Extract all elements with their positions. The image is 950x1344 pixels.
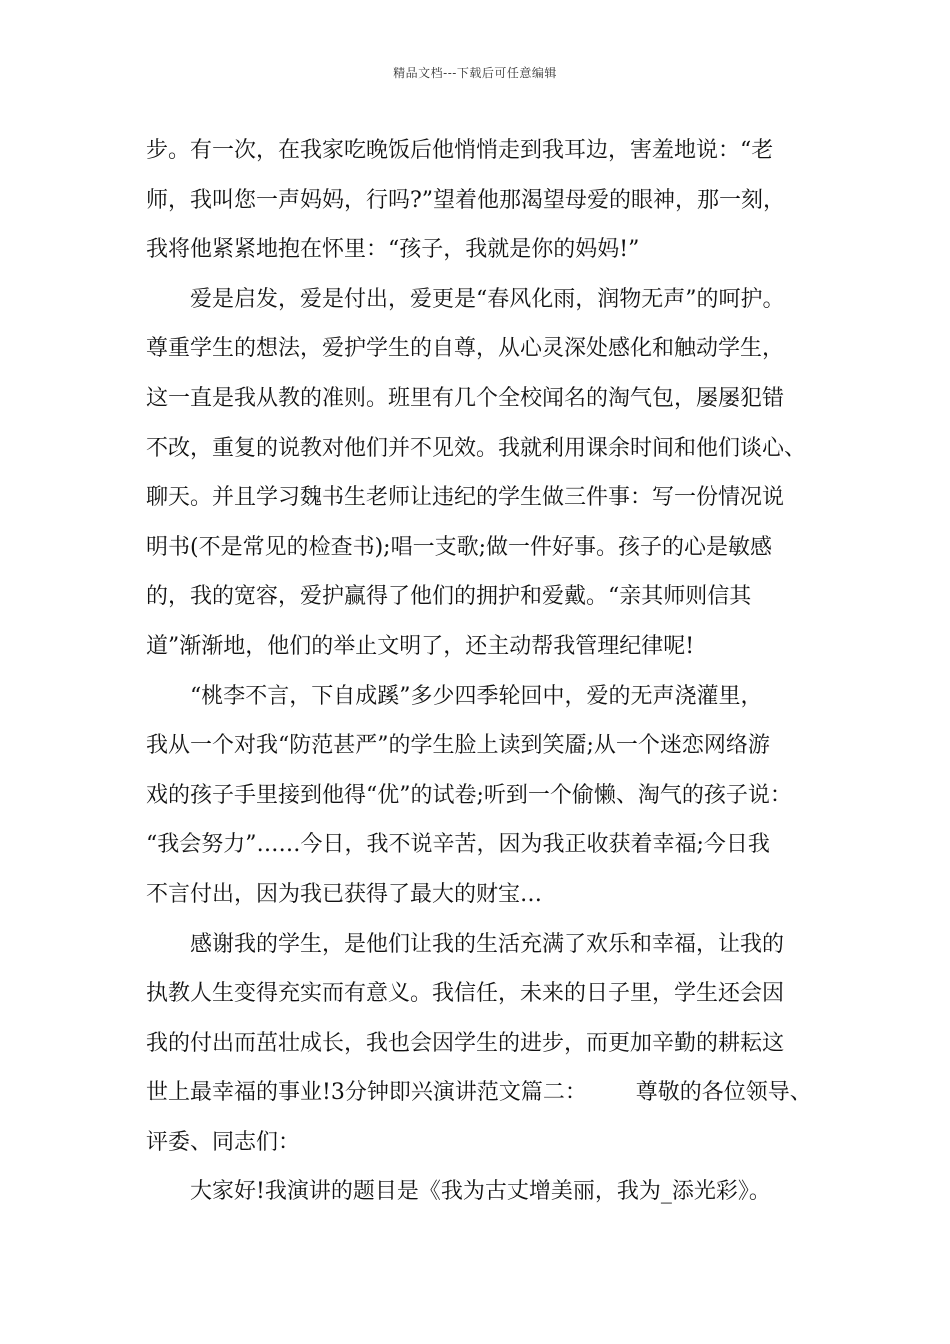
text-line: 评委、同志们： [146, 1129, 301, 1155]
text-line: 尊重学生的想法，爱护学生的自尊，从心灵深处感化和触动学生， [146, 336, 785, 362]
text-line: 感谢我的学生，是他们让我的生活充满了欢乐和幸福，让我的 [190, 931, 785, 957]
text-line: 执教人生变得充实而有意义。我信任，未来的日子里，学生还会因 [146, 981, 785, 1007]
document-body [146, 126, 826, 1217]
paragraph-3 [146, 672, 826, 920]
page-header: 精品文档---下载后可任意编辑 [393, 66, 557, 80]
text-line: 的，我的宽容，爱护赢得了他们的拥护和爱戴。“亲其师则信其 [146, 584, 752, 610]
text-line: 师，我叫您一声妈妈，行吗?”望着他那渴望母爱的眼神，那一刻， [146, 187, 786, 213]
text-line: 世上最幸福的事业!3分钟即兴演讲范文篇二： 尊敬的各位领导、 [146, 1080, 812, 1106]
text-line: 爱是启发，爱是付出，爱更是“春风化雨，润物无声”的呵护。 [190, 286, 785, 312]
text-line: 步。有一次，在我家吃晚饭后他悄悄走到我耳边，害羞地说：“老 [146, 138, 774, 163]
text-line: 不改，重复的说教对他们并不见效。我就利用课余时间和他们谈心、 [146, 435, 807, 461]
text-line: 我的付出而茁壮成长，我也会因学生的进步，而更加辛勤的耕耘这 [146, 1030, 785, 1056]
text-line: 聊天。并且学习魏书生老师让违纪的学生做三件事：写一份情况说 [146, 485, 785, 511]
text-line: 戏的孩子手里接到他得“优”的试卷;听到一个偷懒、淘气的孩子说： [146, 782, 792, 808]
text-line: 不言付出，因为我已获得了最大的财宝… [146, 881, 543, 907]
text-line: 明书(不是常见的检查书);唱一支歌;做一件好事。孩子的心是敏感 [146, 534, 772, 560]
text-line: 我从一个对我“防范甚严”的学生脸上读到笑靥;从一个迷恋网络游 [146, 733, 770, 759]
text-line: 道”渐渐地，他们的举止文明了，还主动帮我管理纪律呢! [146, 633, 695, 659]
text-line: “我会努力”……今日，我不说辛苦，因为我正收获着幸福;今日我 [146, 832, 770, 858]
text-line: “桃李不言，下自成蹊”多少四季轮回中，爱的无声浇灌里， [190, 683, 763, 709]
paragraph-2 [146, 275, 826, 672]
text-line: 大家好!我演讲的题目是《我为古丈增美丽，我为_添光彩》。 [190, 1179, 771, 1205]
text-line: 这一直是我从教的准则。班里有几个全校闻名的淘气包，屡屡犯错 [146, 385, 785, 411]
paragraph-5 [146, 1167, 826, 1217]
paragraph-4 [146, 920, 826, 1168]
paragraph-1 [146, 126, 826, 275]
text-line: 我将他紧紧地抱在怀里：“孩子，我就是你的妈妈!” [146, 237, 640, 263]
